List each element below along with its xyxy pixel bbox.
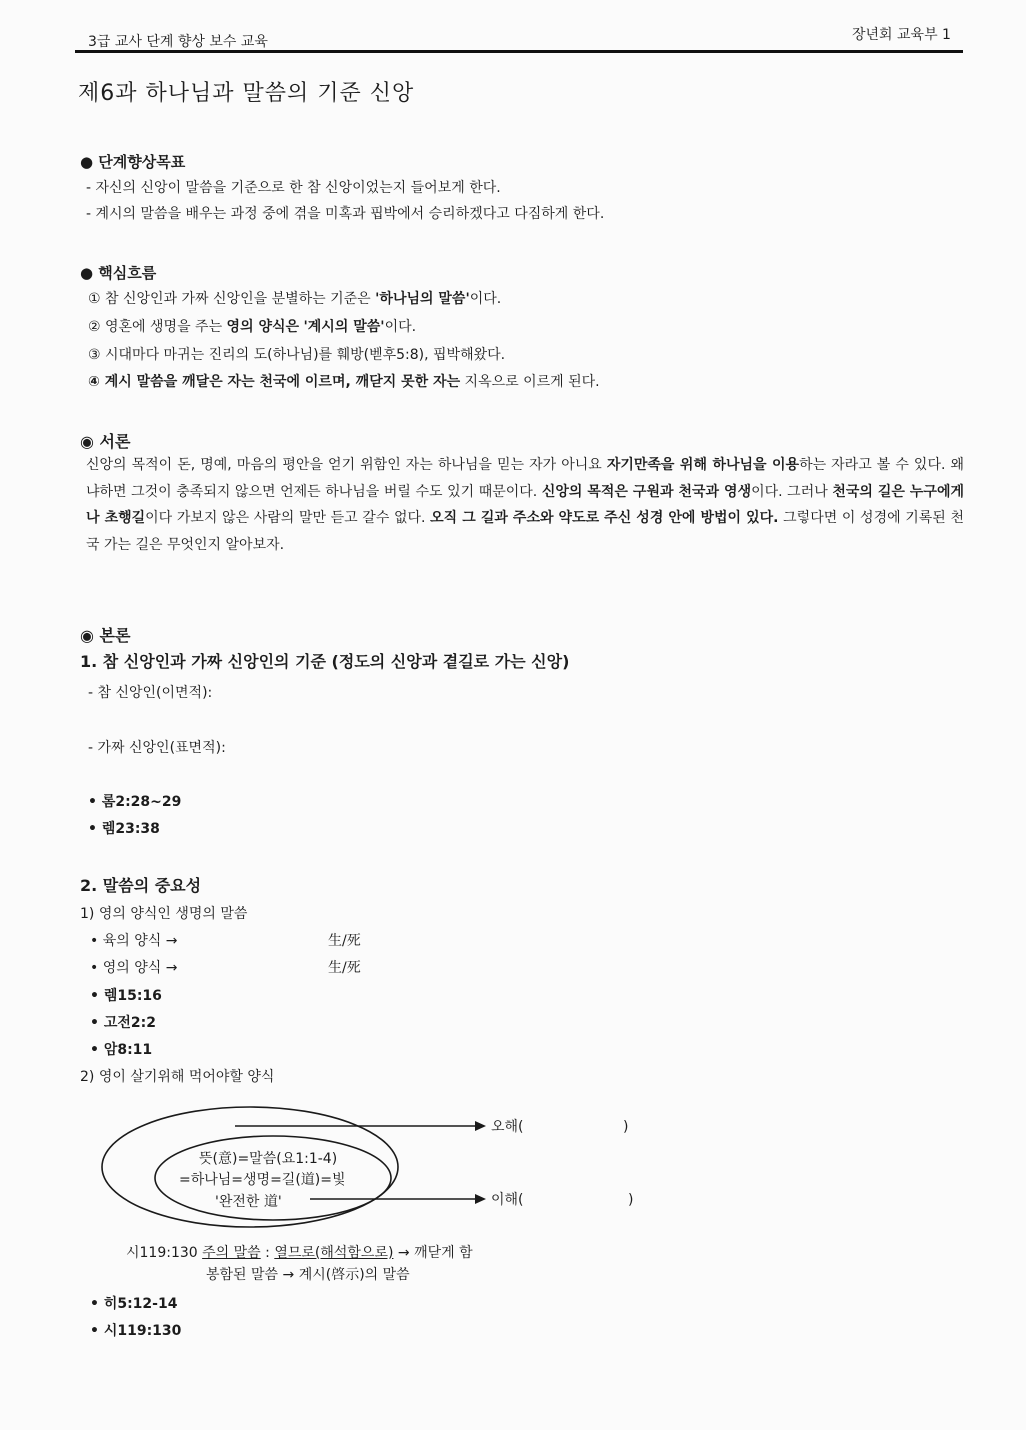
flow-item-4 [88, 371, 600, 391]
body-heading: ◉ 본론 [80, 626, 131, 645]
intro-text-5: 그렇다면 이 성경에 기록된 천국 가는 길은 무엇인지 알아보자. [86, 510, 964, 553]
goals-heading: ● 단계향상목표 [80, 153, 186, 171]
header-course: 3급 교사 단계 향상 보수 교육 [88, 34, 268, 50]
verse-ref: 시119:130 [126, 1245, 203, 1261]
intro-bold-1: 자기만족을 위해 하나님을 이용 [606, 457, 800, 473]
intro-text-1: 신앙의 목적이 돈, 명예, 마음의 평안을 얻기 위함인 자는 하나님을 믿는 자가 아니요 [86, 457, 607, 473]
goal-item: - 자신의 신앙이 말씀을 기준으로 한 참 신앙이었는지 들어보게 한다. [86, 180, 501, 196]
subsection-2-title: 2) 영이 살기위해 먹어야할 양식 [80, 1069, 275, 1085]
diagram-line-1: 뜻(意)=말씀(요1:1-4) [199, 1151, 338, 1167]
flow-item-2 [88, 316, 416, 336]
flow-heading: ● 핵심흐름 [80, 264, 157, 282]
flow-item-1-end: 이다. [469, 291, 502, 307]
verse-line-2: 봉함된 말씀 → 계시(啓示)의 말씀 [206, 1267, 410, 1283]
flesh-food-label: • 육의 양식 → [90, 933, 178, 949]
flow-item-1 [88, 288, 501, 308]
diagram-line-2: =하나님=생명=길(道)=빛 [179, 1172, 346, 1188]
scripture-ref: • 시119:130 [90, 1323, 182, 1339]
spirit-food-label: • 영의 양식 → [90, 960, 178, 976]
flow-item-2-end: 이다. [384, 319, 417, 335]
header-department: 장년회 교육부 1 [852, 27, 951, 43]
goal-item: - 계시의 말씀을 배우는 과정 중에 겪을 미혹과 핍박에서 승리하겠다고 다짐하게 한다. [86, 206, 605, 222]
page-title: 제6과 하나님과 말씀의 기준 신앙 [78, 81, 415, 106]
false-believer-label: - 가짜 신앙인(표면적): [88, 740, 226, 756]
arrow-head-2 [475, 1194, 486, 1204]
intro-bold-2: 신앙의 목적은 구원과 천국과 영생 [541, 483, 752, 500]
understanding-label: 이해( [491, 1192, 524, 1208]
verse-end: → 깨닫게 함 [393, 1245, 473, 1261]
scripture-ref: • 암8:11 [90, 1042, 153, 1058]
verse-colon: : [260, 1245, 275, 1261]
intro-bold-3: 천국의 길은 누구에게나 초행길 [86, 483, 965, 526]
true-believer-label: - 참 신앙인(이면적): [88, 685, 213, 701]
scripture-ref: • 렘23:38 [88, 821, 160, 837]
intro-text-3: 이다. 그러나 [751, 483, 833, 500]
scripture-ref: • 렘15:16 [90, 988, 162, 1004]
flow-item-2-bold: 영의 양식은 [226, 319, 300, 335]
intro-bold-4: 오직 그 길과 주소와 약도로 주신 성경 안에 방법이 있다. [430, 510, 779, 526]
misunderstanding-close: ) [623, 1119, 629, 1135]
verse-line-1 [126, 1242, 473, 1262]
misunderstanding-label: 오해( [491, 1119, 524, 1135]
diagram-line-3: '완전한 道' [215, 1194, 282, 1210]
intro-text-4: 이다 가보지 않은 사람의 말만 듣고 갈수 없다. [145, 510, 431, 526]
understanding-close: ) [628, 1192, 634, 1208]
arrow-head-1 [475, 1121, 486, 1131]
header-rule [75, 50, 963, 53]
flow-item-4-end: 지옥으로 이르게 된다. [460, 374, 600, 390]
subsection-1-title: 1) 영의 양식인 생명의 말씀 [80, 906, 248, 922]
life-death-label: 生/死 [328, 933, 361, 949]
flow-item-2-bold-2: '계시의 말씀' [303, 319, 385, 335]
scripture-ref: • 고전2:2 [90, 1015, 156, 1031]
intro-text-2: 하는 자라고 볼 수 있다. 왜냐하면 그것이 충족되지 않으면 언제든 하나님을 버릴 수도 있기 때문이다. [86, 457, 964, 500]
section-2-title: 2. 말씀의 중요성 [80, 876, 202, 895]
scripture-ref: • 롬2:28~29 [88, 794, 182, 810]
flow-item-4-bold: ④ 계시 말씀을 깨달은 자는 천국에 이르며, 깨닫지 못한 자는 [88, 374, 461, 390]
scripture-ref: • 히5:12-14 [90, 1296, 178, 1312]
flow-item-1-text: ① 참 신앙인과 가짜 신앙인을 분별하는 기준은 [88, 291, 376, 307]
flow-item-2-text: ② 영혼에 생명을 주는 [88, 319, 227, 335]
section-1-title: 1. 참 신앙인과 가짜 신앙인의 기준 (정도의 신앙과 곁길로 가는 신앙) [80, 652, 570, 671]
verse-underlined-1: 주의 말씀 [202, 1245, 261, 1261]
flow-item-3: ③ 시대마다 마귀는 진리의 도(하나님)를 훼방(벧후5:8), 핍박해왔다. [88, 347, 506, 363]
word-diagram [95, 1090, 655, 1240]
intro-paragraph [86, 452, 964, 558]
life-death-label: 生/死 [328, 960, 361, 976]
flow-item-1-bold: '하나님의 말씀' [375, 291, 470, 307]
verse-underlined-2: 열므로(해석함으로) [274, 1245, 394, 1261]
intro-heading: ◉ 서론 [80, 432, 131, 451]
